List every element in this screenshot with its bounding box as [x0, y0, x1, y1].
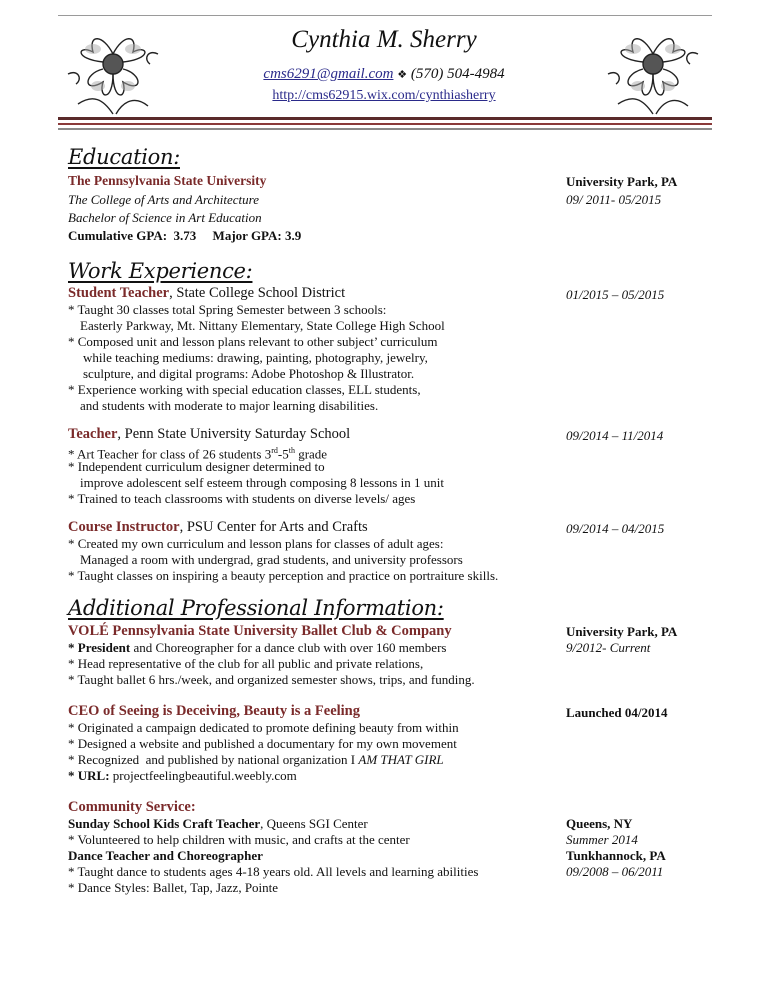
community-location: Tunkhannock, PA — [566, 848, 666, 863]
community-line: Dance Teacher and Choreographer — [68, 848, 263, 863]
job-line: * Independent curriculum designer determined to — [68, 459, 325, 474]
education-location: University Park, PA — [566, 174, 678, 189]
job-org: , PSU Center for Arts and Crafts — [179, 519, 368, 535]
vole-dates: 9/2012- Current — [566, 640, 651, 655]
additional-heading: Additional Professional Information: — [68, 596, 444, 620]
community-location: Queens, NY — [566, 816, 633, 831]
community-date: Summer 2014 — [566, 832, 638, 847]
community-title: Community Service: — [68, 799, 196, 815]
community-date: 09/2008 – 06/2011 — [566, 864, 664, 879]
vole-line: * Head representative of the club for all public and private relations, — [68, 656, 424, 671]
job-line: * Trained to teach classrooms with students on diverse levels/ ages — [68, 491, 416, 506]
job-line: improve adolescent self esteem through composing 8 lessons in 1 unit — [80, 475, 444, 490]
job-dates: 09/2014 – 11/2014 — [566, 428, 664, 443]
header-rule-gray — [58, 128, 712, 130]
education-gpa: Cumulative GPA: 3.73 Major GPA: 3.9 — [68, 228, 302, 243]
job-line: * Taught 30 classes total Spring Semester between 3 schools: — [68, 302, 387, 317]
job-role: Student Teacher — [68, 285, 170, 301]
job-title — [68, 426, 350, 443]
vole-line: * Taught ballet 6 hrs./week, and organized semester shows, trips, and funding. — [68, 672, 475, 687]
job-dates: 01/2015 – 05/2015 — [566, 287, 665, 302]
education-heading: Education: — [68, 145, 180, 169]
website-link[interactable]: http://cms62915.wix.com/cynthiasherry — [272, 88, 496, 103]
community-line: Sunday School Kids Craft Teacher, Queens SGI Center — [68, 816, 368, 831]
resume-name: Cynthia M. Sherry — [291, 26, 477, 53]
contact-line — [0, 66, 768, 83]
job-title — [68, 285, 345, 302]
education-school: The Pennsylvania State University — [68, 173, 267, 188]
job-title — [68, 519, 368, 536]
job-dates: 09/2014 – 04/2015 — [566, 521, 665, 536]
community-line: * Volunteered to help children with music, and crafts at the center — [68, 832, 410, 847]
education-dates: 09/ 2011- 05/2015 — [566, 192, 662, 207]
website-line — [0, 88, 768, 104]
job-line: Managed a room with undergrad, grad students, and university professors — [80, 552, 463, 567]
job-org: , State College School District — [169, 285, 346, 301]
job-line: * Created my own curriculum and lesson plans for classes of adult ages: — [68, 536, 444, 551]
separator-icon: ❖ — [397, 69, 408, 81]
job-line: * Composed unit and lesson plans relevant to other subject’ curriculum — [68, 334, 438, 349]
phone-number: (570) 504-4984 — [410, 66, 505, 82]
vole-title: VOLÉ Pennsylvania State University Ballet Club & Company — [68, 623, 452, 639]
job-line: * Taught classes on inspiring a beauty perception and practice on portraiture skills. — [68, 568, 499, 583]
community-line: * Taught dance to students ages 4-18 years old. All levels and learning abilities — [68, 864, 479, 879]
ceo-line: * Designed a website and published a documentary for my own movement — [68, 736, 457, 751]
job-line: sculpture, and digital programs: Adobe Photoshop & Illustrator. — [83, 366, 415, 381]
ceo-url-line: * URL: projectfeelingbeautiful.weebly.com — [68, 768, 297, 783]
email-link[interactable]: cms6291@gmail.com — [263, 66, 394, 82]
vole-line: * President and Choreographer for a dance club with over 160 members — [68, 640, 447, 655]
job-line: and students with moderate to major learning disabilities. — [80, 398, 379, 413]
ceo-line: * Originated a campaign dedicated to promote defining beauty from within — [68, 720, 459, 735]
vole-location: University Park, PA — [566, 624, 678, 639]
job-line: Easterly Parkway, Mt. Nittany Elementary, State College High School — [80, 318, 445, 333]
job-org: , Penn State University Saturday School — [117, 426, 351, 442]
job-line: * Experience working with special education classes, ELL students, — [68, 382, 421, 397]
job-line: while teaching mediums: drawing, painting, photography, jewelry, — [83, 350, 428, 365]
job-line: * Art Teacher for class of 26 students 3rd-5th grade — [68, 446, 328, 462]
community-line: * Dance Styles: Ballet, Tap, Jazz, Pointe — [68, 880, 279, 895]
ceo-line: * Recognized and published by national organization I AM THAT GIRL — [68, 752, 444, 767]
work-heading: Work Experience: — [68, 259, 253, 283]
ceo-date: Launched 04/2014 — [566, 705, 668, 720]
job-role: Course Instructor — [68, 519, 180, 535]
education-college: The College of Arts and Architecture — [68, 192, 260, 207]
ceo-title: CEO of Seeing is Deceiving, Beauty is a Feeling — [68, 703, 360, 719]
job-role: Teacher — [68, 426, 118, 442]
education-degree: Bachelor of Science in Art Education — [68, 210, 262, 225]
